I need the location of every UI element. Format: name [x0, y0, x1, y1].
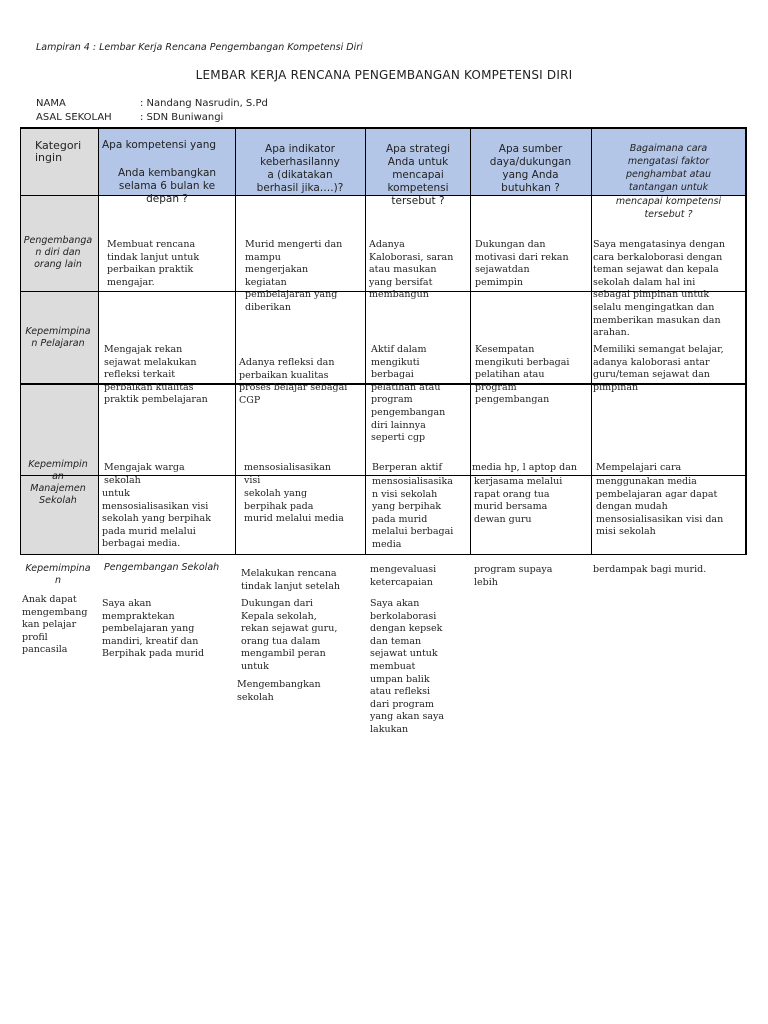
- row3-kompetensi-cont: untuk mensosialisasikan visi sekolah yang berpihak pada murid melalui berbagai media.: [102, 488, 211, 550]
- row4-kompetensi: Pengembangan Sekolah: [104, 562, 220, 573]
- lampiran-label: Lampiran 4 : Lembar Kerja Rencana Pengembangan Kompetensi Diri: [36, 42, 363, 53]
- category-kepemimpinan-manajemen: Kepemimpin an Manajemen Sekolah: [28, 459, 88, 506]
- row1-indikator: Murid mengerti dan mampu mengerjakan kegiatan pembelajaran yang diberikan: [245, 239, 343, 313]
- row3-indikator: mensosialisasikan visi: [244, 462, 331, 486]
- header-kategori: Kategori ingin: [35, 139, 82, 164]
- header-tantangan-cont: mencapai kompetensi tersebut ?: [615, 196, 722, 220]
- row3-indikator-cont: sekolah yang berpihak pada murid melalui media: [244, 488, 344, 525]
- nama-value: : Nandang Nasrudin, S.Pd: [140, 98, 268, 109]
- row1-kompetensi: Membuat rencana tindak lanjut untuk perbaikan praktik mengajar.: [107, 239, 200, 288]
- row2-sumber: Kesempatan mengikuti berbagai pelatihan atau program pengembangan: [475, 344, 570, 406]
- row1-tantangan: Saya mengatasinya dengan cara berkaloborasi dengan teman sejawat dan kepala sekolah dalam hal ini sebagai pimpinan untuk selalu mengingatkan dan memberikan masukan dan arahan.: [593, 239, 725, 339]
- row4-indikator-cont2: Mengembangkan sekolah: [237, 679, 321, 703]
- row3-strategi-cont: mensosialisasika n visi sekolah yang berpihak pada murid melalui berbagai media: [372, 476, 454, 550]
- row3-tantangan: Mempelajari cara: [596, 462, 682, 473]
- header-indikator: Apa indikator keberhasilanny a (dikatakan berhasil jika….)?: [256, 143, 344, 194]
- row4-strategi: mengevaluasi ketercapaian: [370, 564, 437, 588]
- row2-strategi: Aktif dalam mengikuti berbagai pelatihan atau program pengembangan diri lainnya seperti cgp: [371, 344, 446, 444]
- row2-kompetensi: Mengajak rekan sejawat melakukan refleksi terkait perbaikan kualitas praktik pembelajaran: [104, 344, 208, 406]
- row4-kompetensi-cont: Saya akan mempraktekan pembelajaran yang mandiri, kreatif dan Berpihak pada murid: [102, 598, 205, 660]
- row3-strategi: Berperan aktif: [372, 462, 442, 473]
- row1-sumber: Dukungan dan motivasi dari rekan sejawatdan pemimpin: [475, 239, 569, 288]
- header-strategi: Apa strategi Anda untuk mencapai kompetensi tersebut ?: [385, 143, 451, 207]
- header-kompetensi: Apa kompetensi yang: [102, 139, 217, 151]
- sekolah-label: ASAL SEKOLAH: [36, 112, 112, 123]
- row3-sumber-cont: kerjasama melalui rapat orang tua murid bersama dewan guru: [474, 476, 563, 525]
- row4-indikator: Melakukan rencana tindak lanjut setelah: [241, 568, 340, 592]
- nama-label: NAMA: [36, 98, 66, 109]
- header-tantangan: Bagaimana cara mengatasi faktor penghambat atau tantangan untuk: [625, 143, 711, 193]
- category-kepemimpinan-pelajaran: Kepemimpina n Pelajaran: [25, 326, 91, 349]
- header-kompetensi-cont: Anda kembangkan selama 6 bulan ke depan ?: [117, 167, 217, 205]
- category-pengembangan-diri: Pengembanga n diri dan orang lain: [23, 235, 93, 270]
- row3-kompetensi: Mengajak warga sekolah: [104, 462, 185, 486]
- category-kepemimpinan-note: Anak dapat mengembang kan pelajar profil pancasila: [22, 594, 88, 656]
- row2-tantangan: Memiliki semangat belajar, adanya kaloborasi antar guru/teman sejawat dan pimpinan: [593, 344, 724, 393]
- sekolah-value: : SDN Buniwangi: [140, 112, 224, 123]
- page-title: LEMBAR KERJA RENCANA PENGEMBANGAN KOMPETENSI DIRI: [195, 68, 573, 82]
- row4-sumber: program supaya lebih: [474, 564, 553, 588]
- row1-strategi: Adanya Kaloborasi, saran atau masukan yang bersifat membangun: [369, 239, 454, 301]
- row2-indikator: Adanya refleksi dan perbaikan kualitas proses belajar sebagai CGP: [239, 357, 348, 406]
- header-sumber: Apa sumber daya/dukungan yang Anda butuhkan ?: [489, 143, 572, 194]
- category-kepemimpinan: Kepemimpina n: [25, 563, 91, 586]
- row4-indikator-cont: Dukungan dari Kepala sekolah, rekan sejawat guru, orang tua dalam mengambil peran untuk: [241, 598, 338, 672]
- row3-sumber: media hp, l aptop dan: [472, 462, 577, 473]
- row4-strategi-cont: Saya akan berkolaborasi dengan kepsek dan teman sejawat untuk membuat umpan balik atau refleksi dari program yang akan saya lakukan: [370, 598, 445, 735]
- row3-tantangan-cont: menggunakan media pembelajaran agar dapat dengan mudah mensosialisasikan visi dan misi sekolah: [596, 476, 724, 538]
- row4-tantangan: berdampak bagi murid.: [593, 564, 707, 575]
